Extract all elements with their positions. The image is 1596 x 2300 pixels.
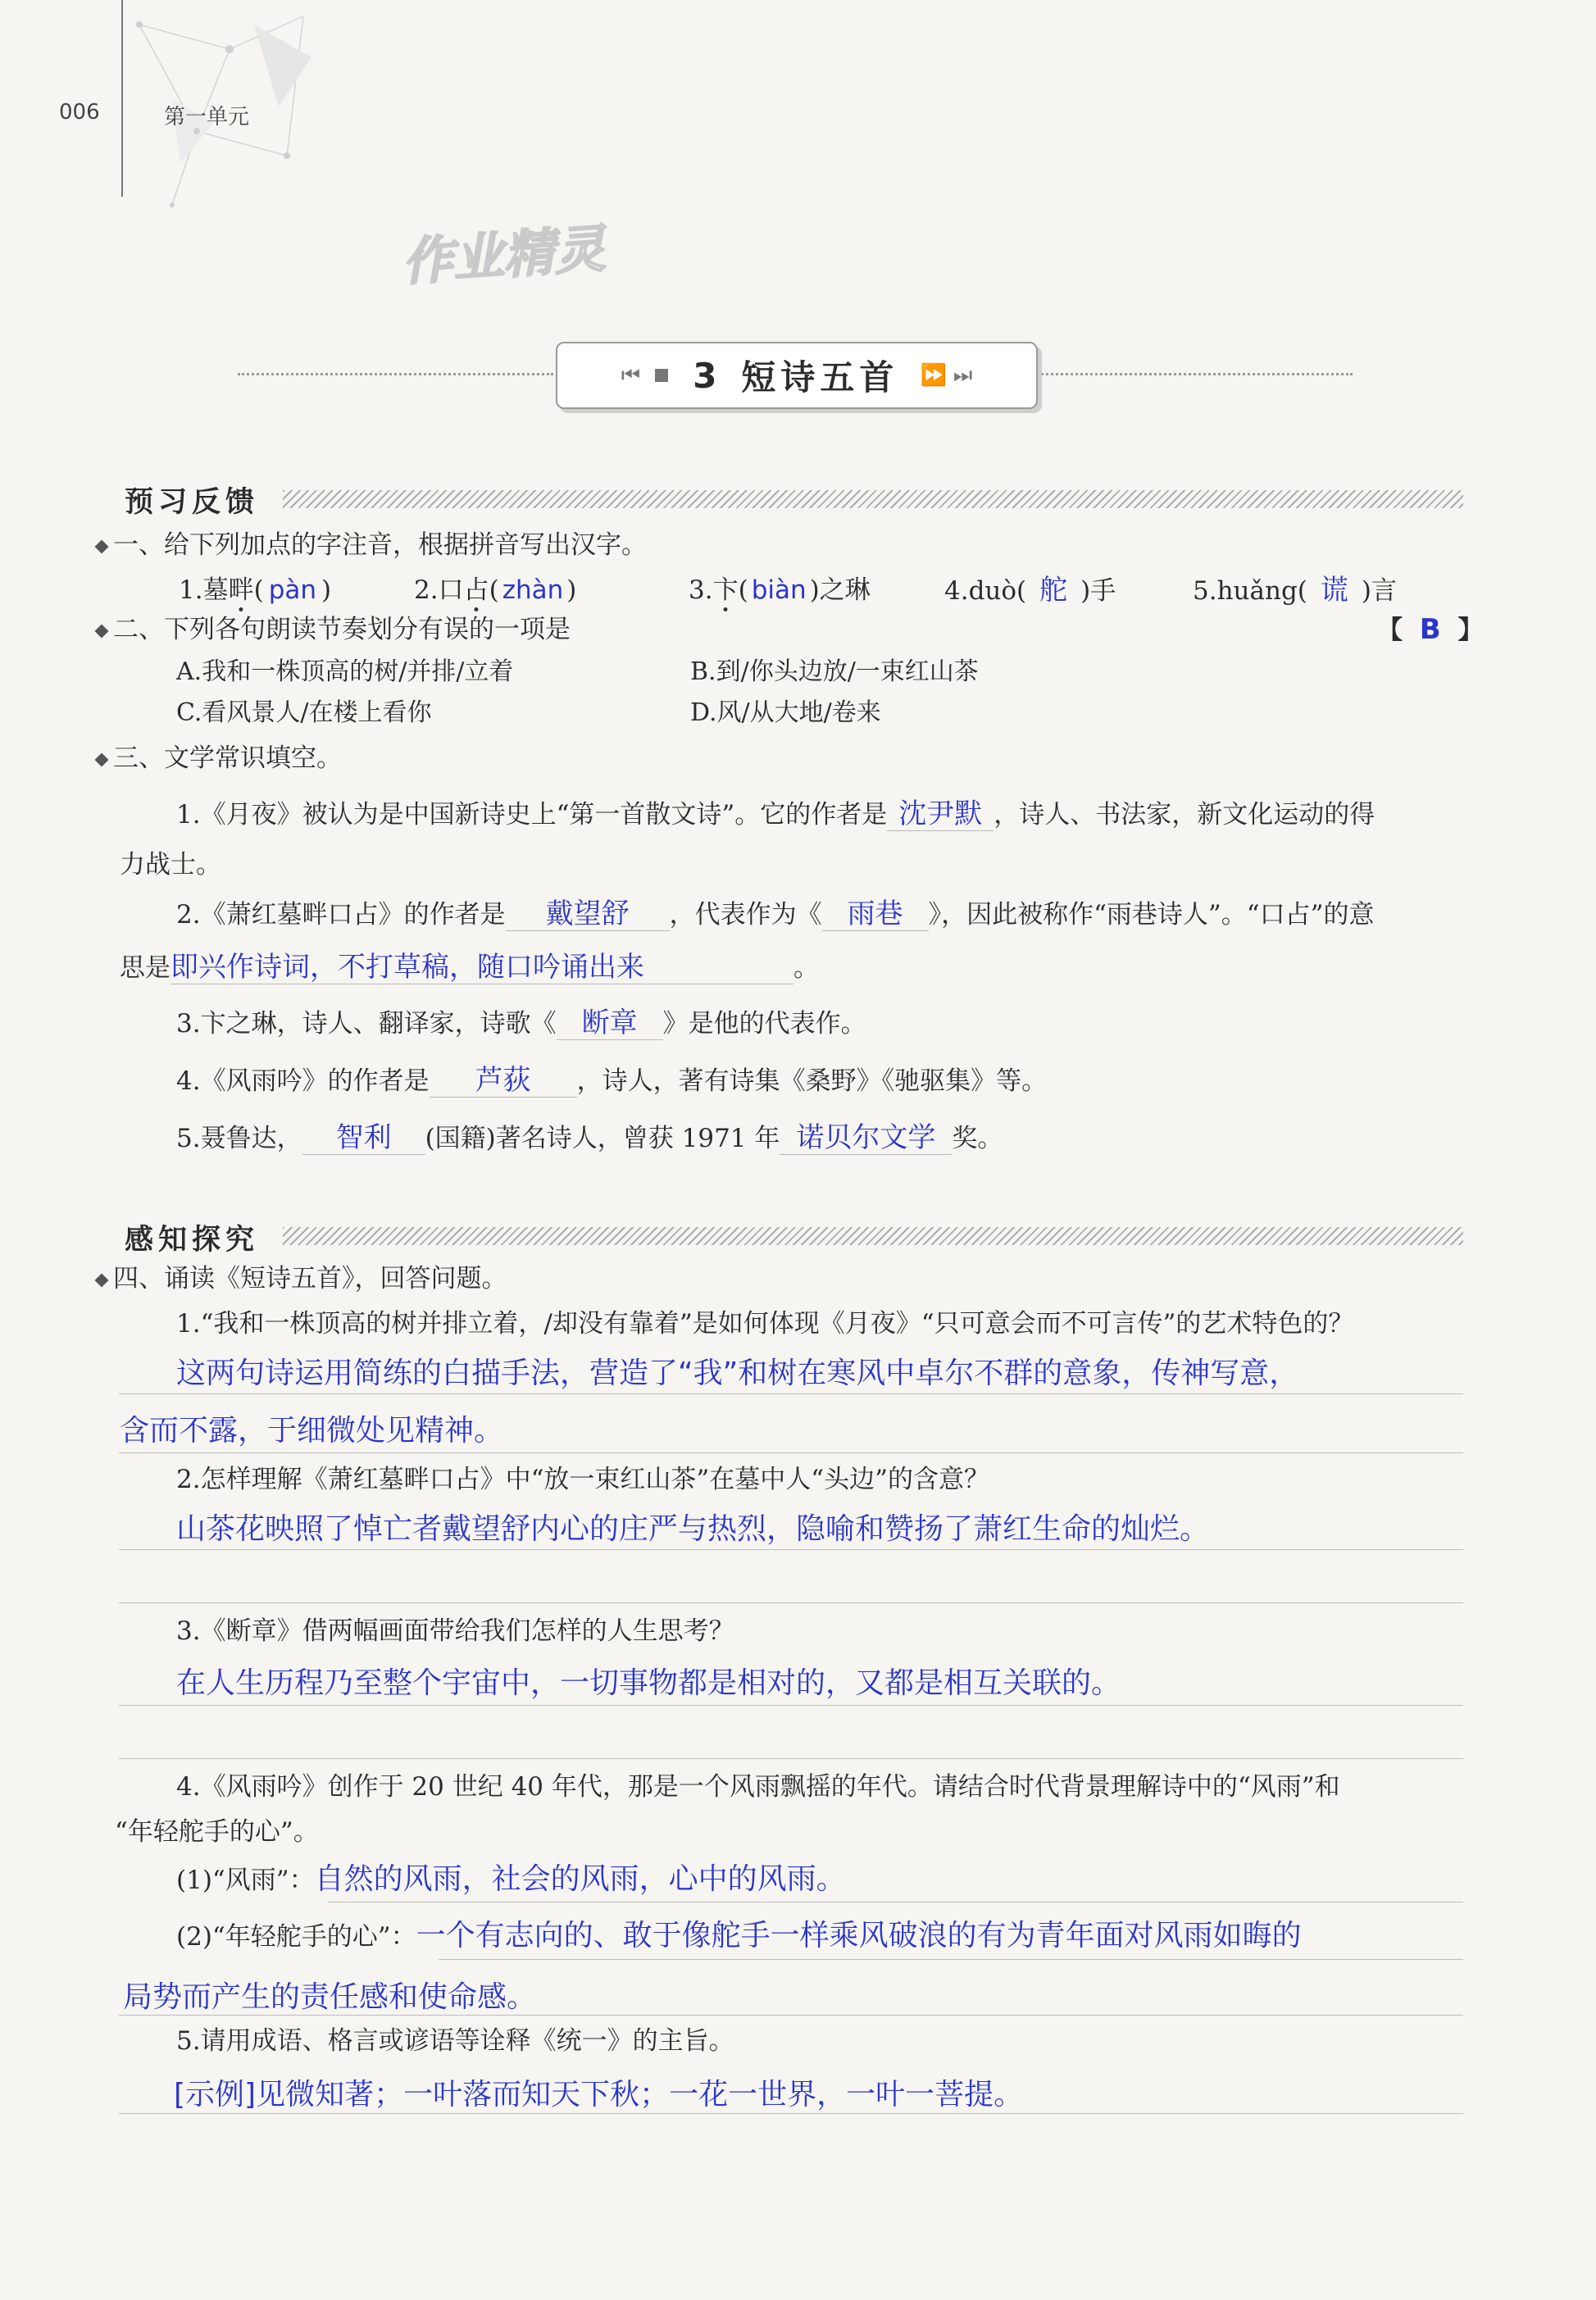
q4-sub1-question: 1.“我和一株顶高的树并排立着，/却没有靠着”是如何体现《月夜》“只可意会而不可言传”的艺术特色的？	[176, 1309, 1354, 1339]
q4-sub1-answer-line1: 这两句诗运用简练的白描手法，营造了“我”和树在寒风中卓尔不群的意象，传神写意，	[176, 1357, 1299, 1390]
header-vertical-rule	[121, 0, 123, 197]
lesson-name: 短诗五首	[741, 357, 899, 398]
answer-line	[119, 1549, 1463, 1550]
q3-item-5: 5.聂鲁达， 智利 (国籍)著名诗人，曾获 1971 年 诺贝尔文学 奖。	[176, 1121, 1003, 1154]
q4-sub4-part2: (2)“年轻舵手的心”：一个有志向的、敢于像舵手一样乘风破浪的有为青年面对风雨如晦的	[176, 1919, 1302, 1952]
answer-line	[119, 1452, 1463, 1453]
q3-item-1-cont: 力战士。	[120, 850, 221, 880]
diamond-icon	[95, 624, 109, 638]
q2-answer-box: 【 B 】	[1377, 613, 1484, 646]
section-hatch-preview	[283, 490, 1463, 508]
title-dashline-left	[238, 373, 553, 375]
q3-item-4: 4.《风雨吟》的作者是 芦荻 ，诗人，著有诗集《桑野》《驰驱集》等。	[176, 1064, 1048, 1097]
q4-sub5-answer: [示例]见微知著；一叶落而知天下秋；一花一世界，一叶一菩提。	[174, 2078, 1024, 2111]
unit-label: 第一单元	[164, 105, 250, 130]
q2-title: 二、下列各句朗读节奏划分有误的一项是	[97, 613, 571, 646]
q4-title: 四、诵读《短诗五首》，回答问题。	[97, 1262, 507, 1295]
answer-line	[439, 1959, 1463, 1960]
q4-sub2-question: 2.怎样理解《萧红墓畔口占》中“放一束红山茶”在墓中人“头边”的含意？	[176, 1465, 989, 1494]
q4-sub4-question-line1: 4.《风雨吟》创作于 20 世纪 40 年代，那是一个风雨飘摇的年代。请结合时代背景理解诗中的“风雨”和	[176, 1772, 1340, 1802]
q3-item-1: 1.《月夜》被认为是中国新诗史上“第一首散文诗”。它的作者是 沈尹默 ，诗人、书法家，新文化运动的得	[176, 798, 1375, 830]
section-title-preview: 预习反馈	[125, 486, 260, 519]
forward-icon: ⏩	[920, 363, 947, 388]
watermark: 作业精灵	[400, 218, 607, 293]
page-number: 006	[59, 100, 100, 125]
q2-option-c: C.看风景人/在楼上看你	[176, 698, 432, 727]
q3-item-3: 3.卞之琳，诗人、翻译家，诗歌《 断章 》是他的代表作。	[176, 1007, 866, 1039]
q2-option-b: B.到/你头边放/一束红山茶	[690, 657, 979, 686]
q1-item-5: 5.huǎng( 谎 )言	[1193, 574, 1398, 607]
q4-sub3-question: 3.《断章》借两幅画面带给我们怎样的人生思考？	[176, 1616, 734, 1646]
q1-item-2: 2.口占( zhàn )	[414, 575, 577, 605]
q4-sub3-answer: 在人生历程乃至整个宇宙中，一切事物都是相对的，又都是相互关联的。	[176, 1666, 1121, 1700]
skip-forward-icon: ⏭	[953, 362, 973, 388]
q4-sub4-question-line2: “年轻舵手的心”。	[115, 1817, 319, 1847]
q1-item-1: 1.墓畔( pàn )	[179, 575, 332, 605]
answer-line	[119, 1602, 1463, 1603]
section-hatch-explore	[283, 1227, 1463, 1245]
diamond-icon	[95, 539, 109, 553]
title-dashline-right	[1037, 373, 1353, 375]
stop-icon	[655, 369, 668, 382]
lesson-number: 3	[693, 355, 717, 396]
q1-title: 一、给下列加点的字注音，根据拼音写出汉字。	[97, 529, 647, 561]
q3-item-2-cont: 思是即兴作诗词，不打草稿，随口吟诵出来 。	[120, 951, 819, 984]
diamond-icon	[95, 1273, 109, 1287]
q1-item-3: 3.卞( biàn )之琳	[689, 575, 871, 605]
q4-sub4-part2-cont: 局势而产生的责任感和使命感。	[123, 1980, 537, 2014]
q3-item-2: 2.《萧红墓畔口占》的作者是 戴望舒 ，代表作为《 雨巷 》，因此被称作“雨巷诗人”。“口占”的意	[176, 898, 1375, 930]
q3-title: 三、文学常识填空。	[97, 742, 342, 775]
q4-sub2-answer: 山茶花映照了悼亡者戴望舒内心的庄严与热烈，隐喻和赞扬了萧红生命的灿烂。	[176, 1512, 1210, 1546]
answer-line	[119, 2015, 1463, 2016]
answer-line	[119, 1758, 1463, 1759]
answer-line	[119, 1705, 1463, 1706]
q4-sub5-question: 5.请用成语、格言或谚语等诠释《统一》的主旨。	[176, 2026, 734, 2056]
q4-sub1-answer-line2: 含而不露，于细微处见精神。	[120, 1414, 504, 1448]
q1-item-4: 4.duò( 舵 )手	[944, 574, 1116, 607]
section-title-explore: 感知探究	[125, 1224, 260, 1257]
answer-line	[119, 1393, 1463, 1394]
answer-line	[119, 2113, 1463, 2114]
q4-sub4-part1: (1)“风雨”：自然的风雨，社会的风雨，心中的风雨。	[176, 1862, 846, 1896]
title-banner	[556, 342, 1038, 409]
diamond-icon	[95, 752, 109, 766]
q2-option-d: D.风/从大地/卷来	[690, 698, 881, 727]
rewind-icon: ⏮	[621, 362, 641, 388]
q2-option-a: A.我和一株顶高的树/并排/立着	[176, 657, 514, 686]
